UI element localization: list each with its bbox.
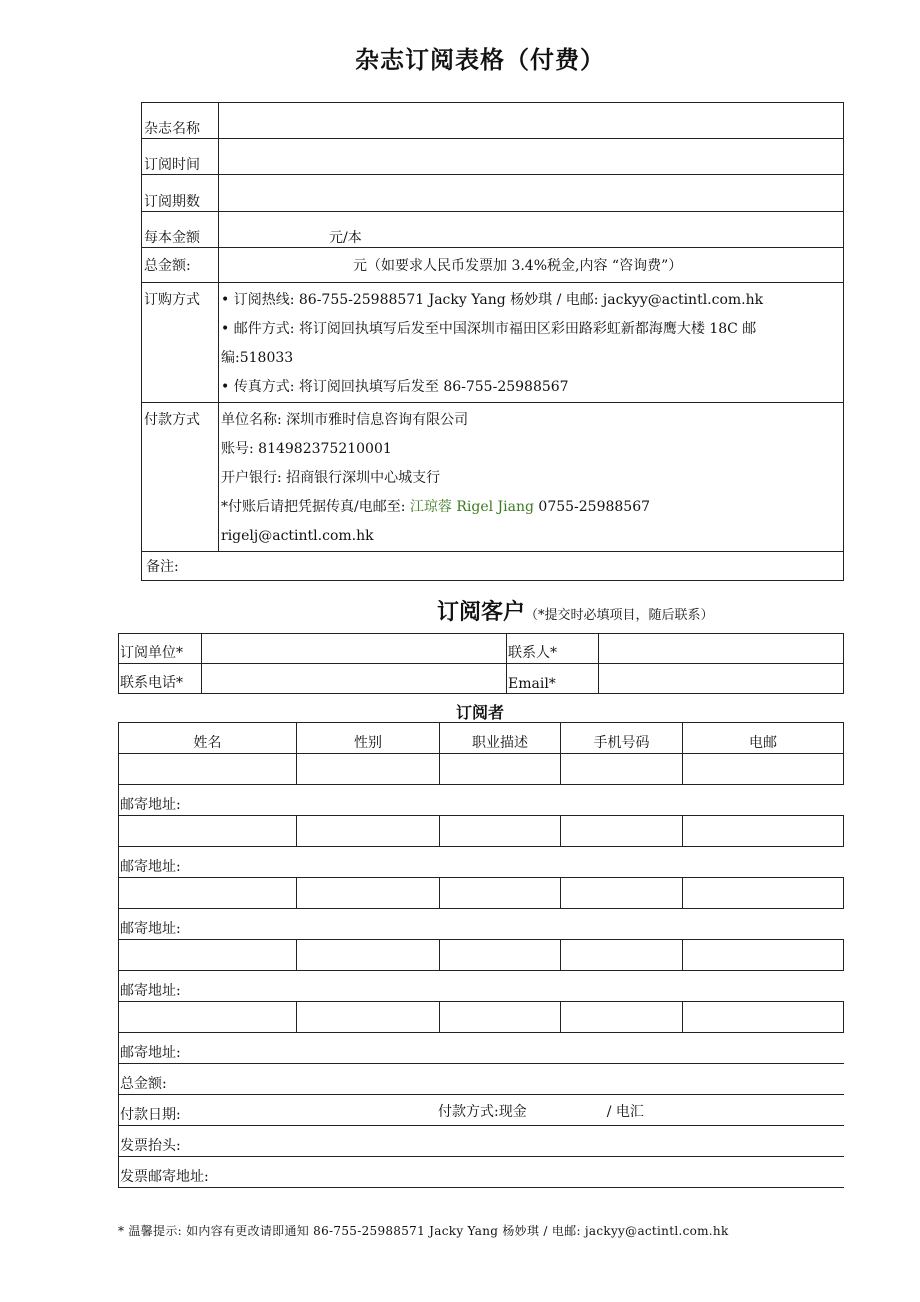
voucher-prefix: *付账后请把凭据传真/电邮至: [221,499,406,515]
mailing-address-label: 邮寄地址: [120,859,181,875]
subscriber-name-field[interactable] [119,1002,297,1033]
col-gender-header: 性别 [297,723,440,754]
client-unit-label: 订阅单位* [119,634,202,664]
subscriber-occupation-field[interactable] [440,940,561,971]
voucher-phone: 0755-25988567 [538,499,651,515]
subscription-info-table [141,102,844,581]
total-amount-field[interactable] [119,1064,844,1095]
invoice-title-field[interactable] [119,1126,844,1157]
mailing-address-label: 邮寄地址: [120,921,181,937]
payment-method-cell [219,403,844,552]
remarks-field[interactable] [142,552,844,581]
bank-name: 开户银行: 招商银行深圳中心城支行 [221,470,441,486]
subscriber-row [119,816,844,847]
remarks-label: 备注: [146,559,179,575]
order-mail-line1: • 邮件方式: 将订阅回执填写后发至中国深圳市福田区彩田路彩虹新都海鹰大楼 18C 邮 [221,321,757,337]
client-contact-field[interactable] [599,634,844,664]
client-required-note: （*提交时必填项目，随后联系） [525,608,714,623]
subscriber-occupation-field[interactable] [440,878,561,909]
payment-method-label: 付款方式 [142,403,219,552]
subscriber-gender-field[interactable] [297,878,440,909]
total-label: 总金额: [142,248,219,283]
total-note: 元（如要求人民币发票加 3.4%税金,内容 “咨询费”） [353,258,683,274]
client-email-field[interactable] [599,664,844,694]
subscriber-mobile-field[interactable] [561,940,683,971]
subscribe-time-field[interactable] [219,139,844,175]
client-email-label: Email* [507,664,599,694]
subscriber-email-field[interactable] [683,816,844,847]
subscriber-gender-field[interactable] [297,816,440,847]
voucher-instruction [221,493,841,522]
mailing-address-field[interactable] [119,785,844,816]
account-number: 账号: 814982375210001 [221,441,392,457]
unit-price-field[interactable] [219,212,844,248]
col-mobile-header: 手机号码 [561,723,683,754]
subscribe-time-label: 订阅时间 [142,139,219,175]
total-amount-label: 总金额: [120,1076,167,1092]
order-mail-line2: 编:518033 [221,350,294,366]
mailing-address-field[interactable] [119,1033,844,1064]
subscriber-occupation-field[interactable] [440,816,561,847]
subscriber-row [119,754,844,785]
magazine-name-field[interactable] [219,103,844,139]
subscriber-mobile-field[interactable] [561,1002,683,1033]
invoice-address-field[interactable] [119,1157,844,1188]
subscribers-table [118,722,844,1188]
col-name-header: 姓名 [119,723,297,754]
page-title: 杂志订阅表格（付费） [355,45,605,74]
footer-notice: * 温馨提示: 如内容有更改请即通知 86-755-25988571 Jacky Yang 杨妙琪 / 电邮: jackyy@actintl.com.hk [118,1224,729,1238]
total-field[interactable] [219,248,844,283]
client-section-title [437,595,714,626]
subscriber-mobile-field[interactable] [561,878,683,909]
client-phone-field[interactable] [202,664,507,694]
order-hotline: • 订阅热线: 86-755-25988571 Jacky Yang 杨妙琪 / 电邮: jackyy@actintl.com.hk [221,292,764,308]
client-unit-field[interactable] [202,634,507,664]
client-table [118,633,844,694]
client-contact-label: 联系人* [507,634,599,664]
col-email-header: 电邮 [683,723,844,754]
subscriber-gender-field[interactable] [297,754,440,785]
payment-date-label: 付款日期: [120,1107,181,1123]
subscribers-title: 订阅者 [455,703,504,722]
subscriber-gender-field[interactable] [297,940,440,971]
voucher-contact: 江琼蓉 Rigel Jiang [409,499,534,515]
mailing-address-label: 邮寄地址: [120,983,181,999]
mailing-address-field[interactable] [119,971,844,1002]
payment-method-options [438,1101,644,1121]
subscriber-gender-field[interactable] [297,1002,440,1033]
payment-row [119,1095,844,1126]
order-method-cell [219,283,844,403]
mailing-address-label: 邮寄地址: [120,797,181,813]
subscriber-email-field[interactable] [683,754,844,785]
subscriber-name-field[interactable] [119,878,297,909]
client-title: 订阅客户 [437,599,526,625]
unit-price-label: 每本金额 [142,212,219,248]
mailing-address-field[interactable] [119,909,844,940]
subscriber-email-field[interactable] [683,878,844,909]
subscriber-mobile-field[interactable] [561,816,683,847]
issues-field[interactable] [219,175,844,212]
subscriber-occupation-field[interactable] [440,754,561,785]
payment-wire-option[interactable]: / 电汇 [606,1104,644,1120]
payment-cash-option[interactable]: 付款方式:现金 [438,1104,527,1120]
unit-price-unit: 元/本 [329,230,362,246]
invoice-address-label: 发票邮寄地址: [120,1169,209,1185]
order-method-label: 订购方式 [142,283,219,403]
mailing-address-label: 邮寄地址: [120,1045,181,1061]
subscriber-name-field[interactable] [119,816,297,847]
invoice-title-label: 发票抬头: [120,1138,181,1154]
magazine-name-label: 杂志名称 [142,103,219,139]
subscriber-row [119,1002,844,1033]
subscriber-name-field[interactable] [119,754,297,785]
company-name: 单位名称: 深圳市雅时信息咨询有限公司 [221,412,469,428]
subscriber-occupation-field[interactable] [440,1002,561,1033]
client-phone-label: 联系电话* [119,664,202,694]
subscriber-email-field[interactable] [683,940,844,971]
subscriber-mobile-field[interactable] [561,754,683,785]
subscriber-row [119,878,844,909]
mailing-address-field[interactable] [119,847,844,878]
subscriber-name-field[interactable] [119,940,297,971]
subscriber-email-field[interactable] [683,1002,844,1033]
issues-label: 订阅期数 [142,175,219,212]
voucher-email: rigelj@actintl.com.hk [221,528,374,544]
order-fax: • 传真方式: 将订阅回执填写后发至 86-755-25988567 [221,379,569,395]
subscriber-row [119,940,844,971]
col-occupation-header: 职业描述 [440,723,561,754]
